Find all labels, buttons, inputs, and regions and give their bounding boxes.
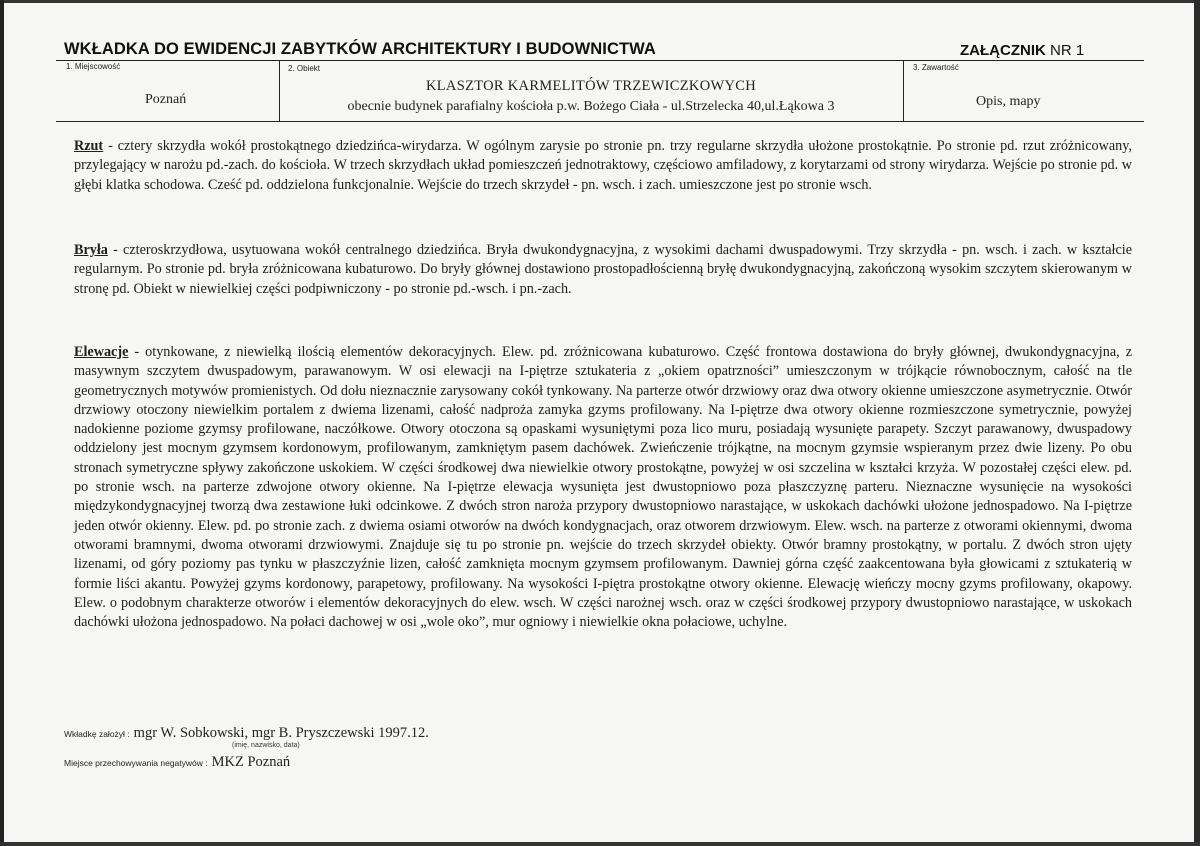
header-rule-bottom xyxy=(56,121,1144,122)
author-value: mgr W. Sobkowski, mgr B. Pryszczewski 1997.12. xyxy=(133,725,429,741)
bryla-text: - czteroskrzydłowa, usytuowana wokół centralnego dziedzińca. Bryła dwukondygnacyjna, z wysokimi dachami dwuspadowymi. Trzy skrzydła - pn. wsch. i zach. w kształcie regularnym. Po stronie pd. bryła zróżnicowana kubaturowo. Do bryły głównej dostawiono prostopadłościenną bryłę dwukondygnacyjną, zakończoną wysokim szczytem skierowanym w stronę pd. Obiekt w niewielkiej części podpiwniczony - po stronie pd.-wsch. i pn.-zach. xyxy=(74,242,1132,297)
locality-value: Poznań xyxy=(145,92,187,107)
scan-edge-top xyxy=(0,0,1200,3)
section-bryla xyxy=(74,241,1132,299)
scan-edge-bottom xyxy=(0,842,1200,846)
annex-label: ZAŁĄCZNIK xyxy=(960,42,1046,59)
document-title: WKŁADKA DO EWIDENCJI ZABYTKÓW ARCHITEKTURY I BUDOWNICTWA xyxy=(64,40,656,58)
footer-storage xyxy=(64,753,290,771)
storage-label: Miejsce przechowywania negatywów : xyxy=(64,758,208,768)
annex-number xyxy=(960,42,1084,59)
field-divider-2 xyxy=(903,61,904,121)
locality-label: 1. Miejscowość xyxy=(66,62,121,71)
bryla-term: Bryła xyxy=(74,242,108,258)
object-name: KLASZTOR KARMELITÓW TRZEWICZKOWYCH xyxy=(426,78,756,94)
header-rule-top xyxy=(56,60,1144,61)
object-label: 2. Obiekt xyxy=(288,64,321,73)
section-rzut xyxy=(74,137,1132,195)
rzut-term: Rzut xyxy=(74,138,104,154)
elewacje-text: - otynkowane, z niewielką ilością elementów dekoracyjnych. Elew. pd. zróżnicowana kubaturowo. Część frontowa dostawiona do bryły głównej, dwukondygnacyjna, z masywnym szczytem dwuspadowym, parawanowym. W osi elewacji na I-piętrze sztukateria z „okiem opatrzności” umieszczonym w trójkącie równobocznym, całość na tle geometrycznych motywów promienistych. Od dołu nieznacznie zarysowany cokół tynkowany. Na parterze otwór drzwiowy oraz dwa otwory okienne umieszczone asymetrycznie. Otwór drzwiowy otoczony niewielkim portalem z dwiema lizenami, całość nadproża zamyka gzyms profilowany. Na I-piętrze dwa otwory okienne rozmieszczone symetrycznie, powyżej nadokienne poziome gzymsy profilowane, naczółkowe. Otwory otoczona są opaskami wysuniętymi poza lico muru, posiadają wysunięte parapety. Szczyt parawanowy, dwuspadowy oddzielony jest mocnym gzymsem kordonowym, profilowanym, zamkniętym pasem dachówek. Zwieńczenie trójkątne, na mocnym gzymsie wspieranym przez dwie lizeny. Po obu stronach symetryczne spływy zakończone uskokiem. W części środkowej dwa niewielkie otwory prostokątne, powyżej w osi szczelina w kształci krzyża. W pozostałej części elew. pd. po stronie wsch. na parterze zdwojone otwory okienne. Na I-piętrze elewacja wysunięta jest dwustopniowo poza płaszczyznę parteru. Nieznaczne wysunięcie na wysokości międzykondygnacyjnej tworzą dwa zestawione łuki odcinkowe. Z dwóch stron naroża przypory dwustopniowo narastające, w uskokach dachówki ułożone jednospadowo. Na I-piętrze jeden otwór okienny. Elew. pd. po stronie zach. z dwiema osiami otworów na dwóch kondygnacjach, oraz otworem drzwiowym. Elew. wsch. na parterze z otworami okiennymi, dwoma otworami bramnymi, dwoma otworami drzwiowymi. Znajduje się tu po stronie pn. wejście do trzech skrzydeł obiekty. Otwór bramny prostokątny, w portalu. Z dwóch stron ujęty lizenami, od góry poziomy pas tynku w płaszczyźnie lizen, całość zamknięta mocnym gzymsem profilowanym. Dawniej górna część zaakcentowana była głowicami z sztukaterią w formie liści akantu. Powyżej gzyms kordonowy, parapetowy, profilowany. Na wysokości I-piętra prostokątne otwory okienne. Elewację wieńczy mocny gzyms profilowany, okapowy. Elew. o podobnym charakterze otworów i elementów dekoracyjnych do elew. wsch. W części narożnej wsch. oraz w części środkowej przypory dwustopniowo narastające, w uskokach dachówki ułożona jednospadowo. Na połaci dachowej w osi „wole oko”, mur ogniowy i niewielkie okna połaciowe, uchylne. xyxy=(74,344,1132,631)
annex-nr: NR 1 xyxy=(1050,42,1085,59)
contents-label: 3. Zawartość xyxy=(913,63,959,72)
scan-edge-right xyxy=(1194,0,1200,846)
footer-author xyxy=(64,724,429,742)
author-note: (imię, nazwisko, data) xyxy=(232,742,300,749)
scan-edge-left xyxy=(0,0,4,846)
storage-value: MKZ Poznań xyxy=(211,754,291,770)
object-address: obecnie budynek parafialny kościoła p.w. Bożego Ciała - ul.Strzelecka 40,ul.Łąkowa 3 xyxy=(347,99,835,114)
rzut-text: - cztery skrzydła wokół prostokątnego dziedzińca-wirydarza. W ogólnym zarysie po stronie pn. trzy regularne skrzydła ułożone prostokątnie. Po stronie pd. rzut zróżnicowany, przylegający w narożu pd.-zach. do kościoła. W trzech skrzydłach układ pomieszczeń jednotraktowy, częściowo amfiladowy, z korytarzami od strony wirydarza. Wejście po stronie pd. w głębi klatka schodowa. Cześć pd. oddzielona funkcjonalnie. Wejście do trzech skrzydeł - pn. wsch. i zach. umieszczone jest po stronie wsch. xyxy=(74,138,1132,193)
section-elewacje xyxy=(74,343,1132,632)
author-label: Wkładkę założył : xyxy=(64,729,130,739)
elewacje-term: Elewacje xyxy=(74,344,129,360)
contents-value: Opis, mapy xyxy=(976,94,1041,109)
